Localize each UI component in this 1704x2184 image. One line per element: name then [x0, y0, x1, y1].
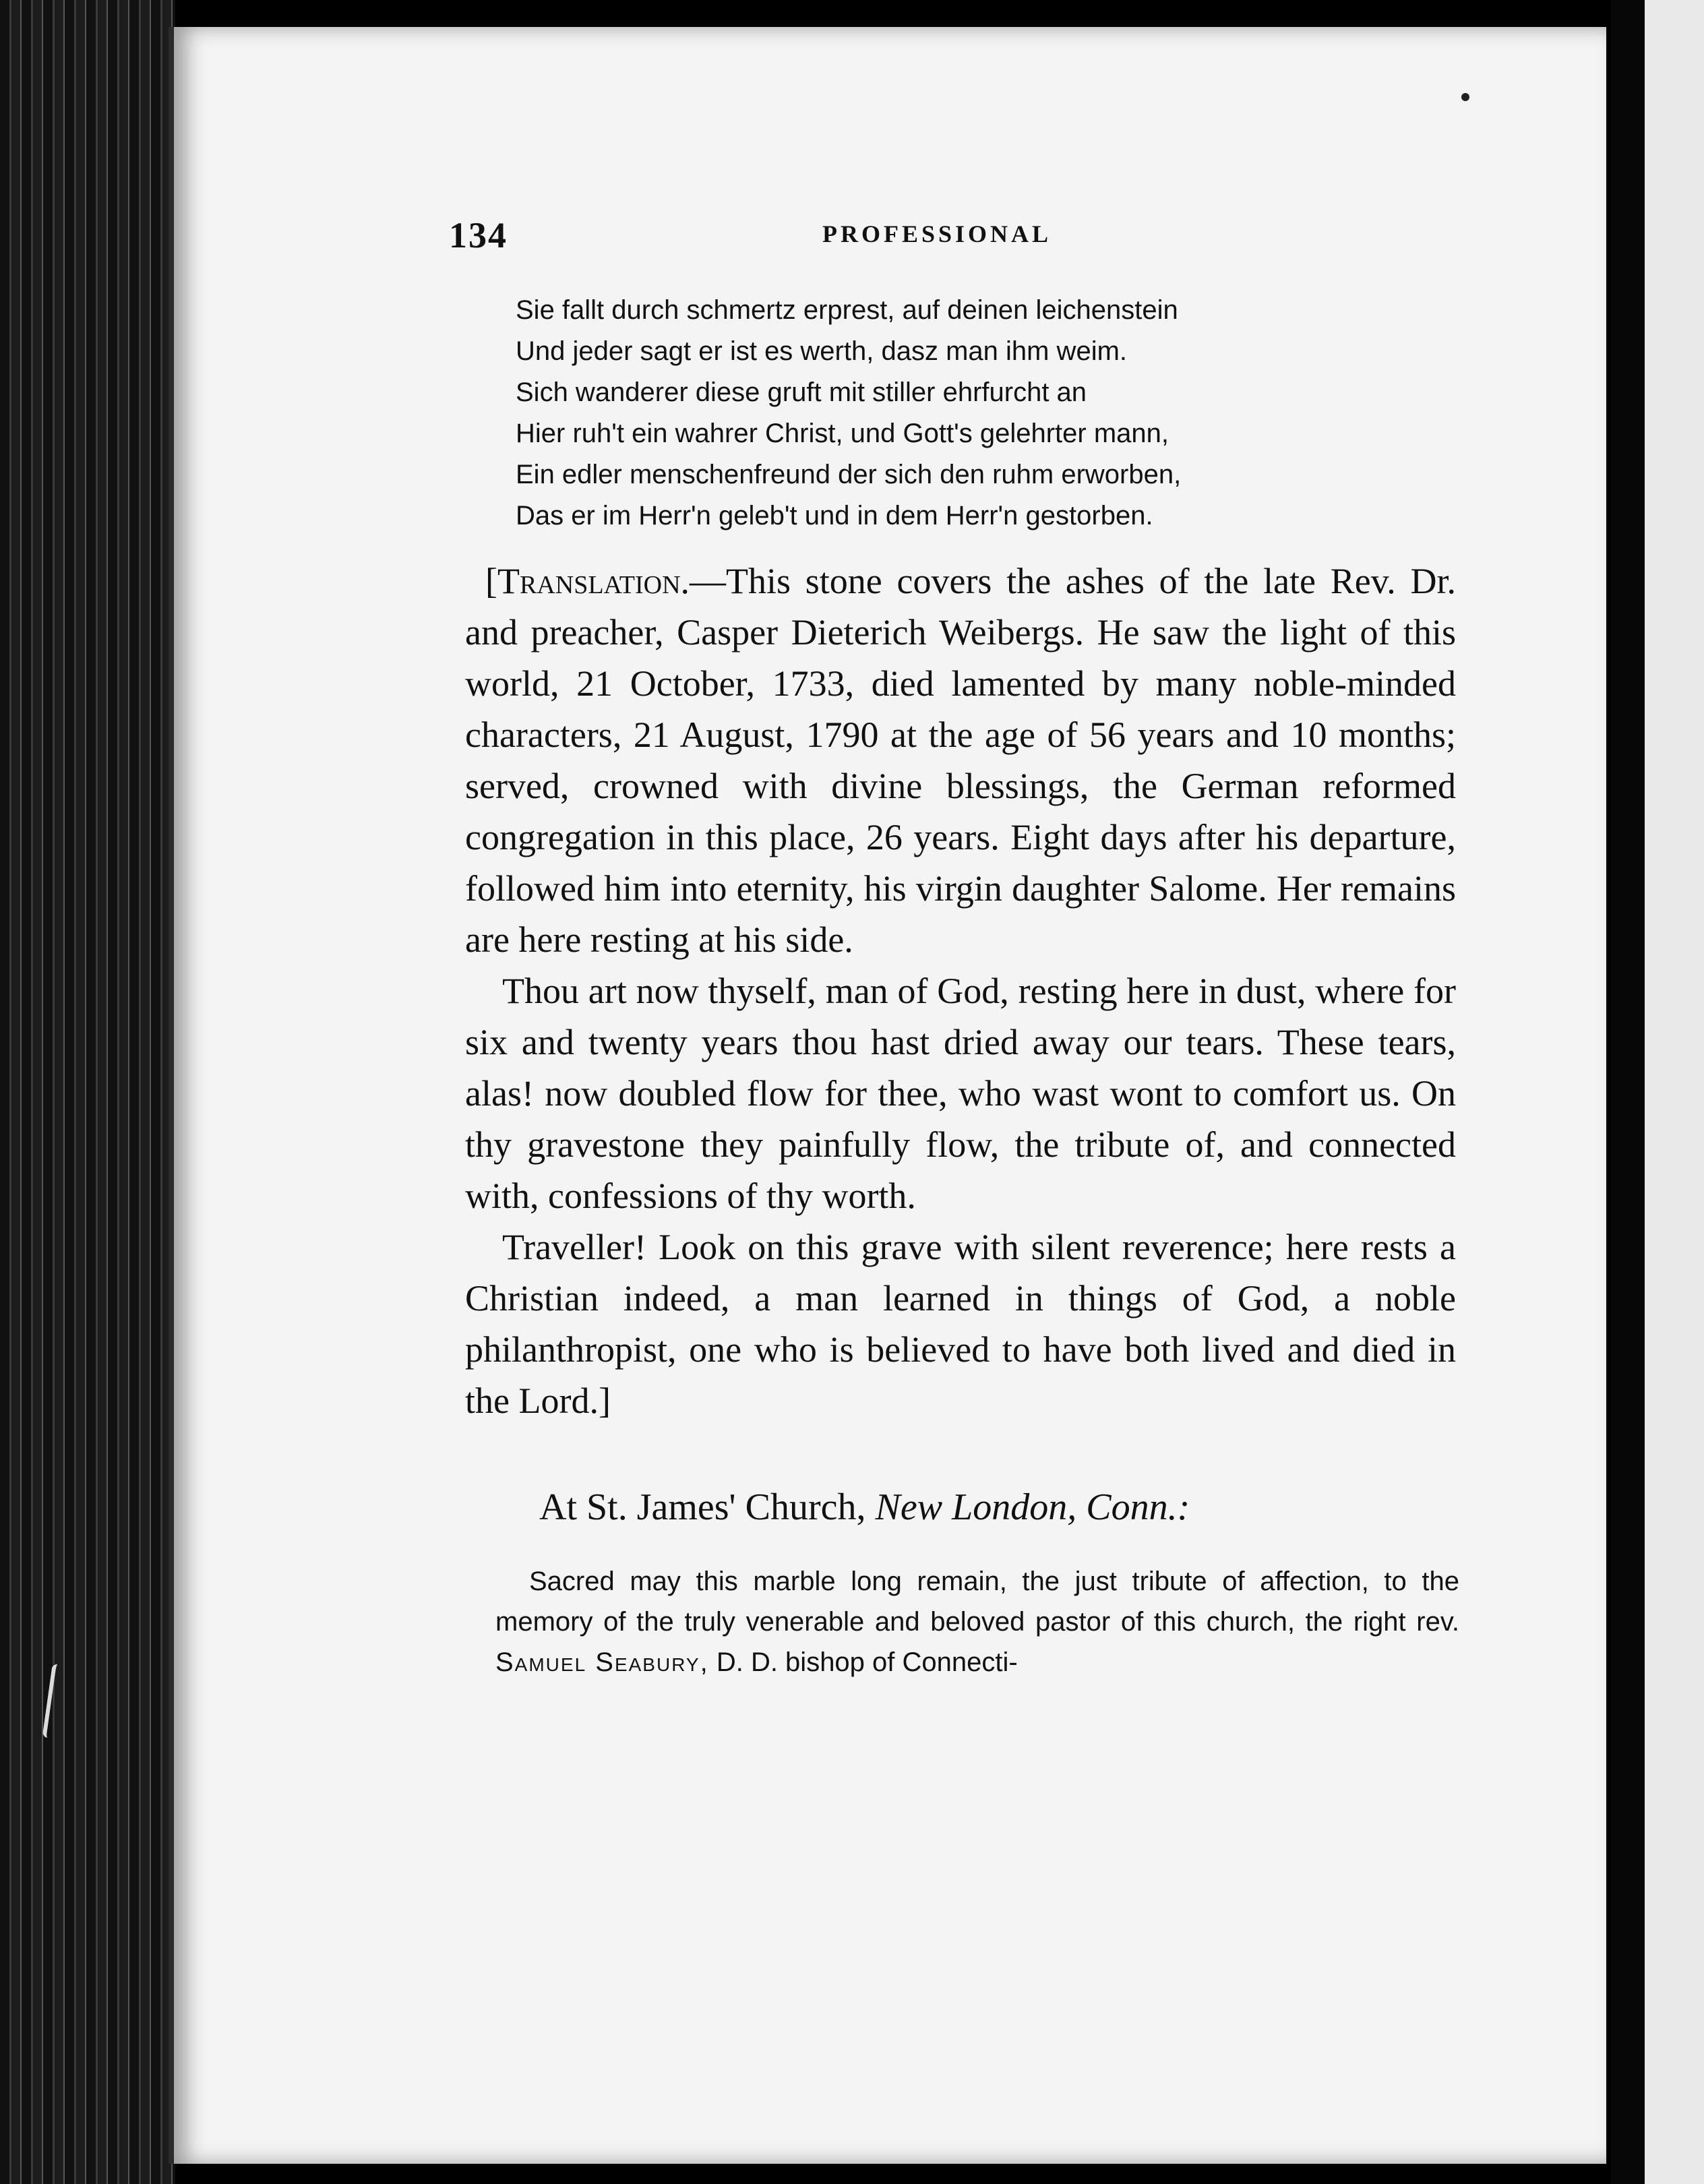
translation-text: —This stone covers the ashes of the late Rev. Dr. and preacher, Casper Dieterich Weibergs. He saw the light of this world, 21 October, 1733, died lamented by many noble-minded characters, 21 August, 1790 at the age of 56 years and 10 months; served, crowned with divine blessings, the German reformed congregation in this place, 26 years. Eight days after his departure, followed him into eternity, his virgin daughter Salome. Her remains are here resting at his side. [465, 561, 1456, 960]
translation-paragraph [465, 555, 1456, 965]
section-heading [539, 1486, 1483, 1529]
right-margin-light [1645, 0, 1704, 2184]
page-number: 134 [449, 215, 508, 255]
section-heading-place: New London, Conn.: [875, 1486, 1190, 1528]
book-fore-edge [0, 0, 175, 2184]
verse-line: Das er im Herr'n geleb't und in dem Herr'n gestorben. [516, 501, 1153, 530]
german-verse [516, 290, 1483, 537]
edge-mark [42, 1664, 77, 1740]
page-content [270, 202, 1483, 1709]
section-heading-prefix: At St. James' Church, [539, 1486, 866, 1528]
verse-line: Hier ruh't ein wahrer Christ, und Gott's gelehrter mann, [516, 419, 1169, 448]
running-head: PROFESSIONAL [822, 220, 1052, 247]
ink-speck [1461, 93, 1469, 101]
verse-line: Sie fallt durch schmertz erprest, auf deinen leichenstein [516, 295, 1178, 325]
open-bracket: [ [485, 561, 497, 601]
body-paragraph: Traveller! Look on this grave with silent reverence; here rests a Christian indeed, a man learned in things of God, a noble philanthropist, one who is believed to have both lived and died in the Lord.] [465, 1227, 1456, 1421]
epitaph-name: Samuel Seabury, [495, 1647, 709, 1677]
epitaph-text-end: D. D. bishop of Connecti- [716, 1647, 1018, 1677]
verse-line: Sich wanderer diese gruft mit stiller ehrfurcht an [516, 377, 1087, 407]
epitaph-paragraph [495, 1561, 1459, 1682]
body-paragraph: Thou art now thyself, man of God, resting here in dust, where for six and twenty years thou hast dried away our tears. These tears, alas! now doubled flow for thee, who wast wont to comfort us. On thy gravestone they painfully flow, the tribute of, and connected with, confessions of thy worth. [465, 971, 1456, 1216]
verse-line: Und jeder sagt er ist es werth, dasz man ihm weim. [516, 336, 1128, 366]
epitaph-text: Sacred may this marble long remain, the just tribute of affection, to the memory of the truly venerable and beloved pastor of this church, the right rev. [495, 1567, 1459, 1637]
verse-line: Ein edler menschenfreund der sich den ruhm erworben, [516, 460, 1182, 489]
page-header [270, 202, 1483, 263]
translation-label: Translation. [497, 561, 690, 601]
